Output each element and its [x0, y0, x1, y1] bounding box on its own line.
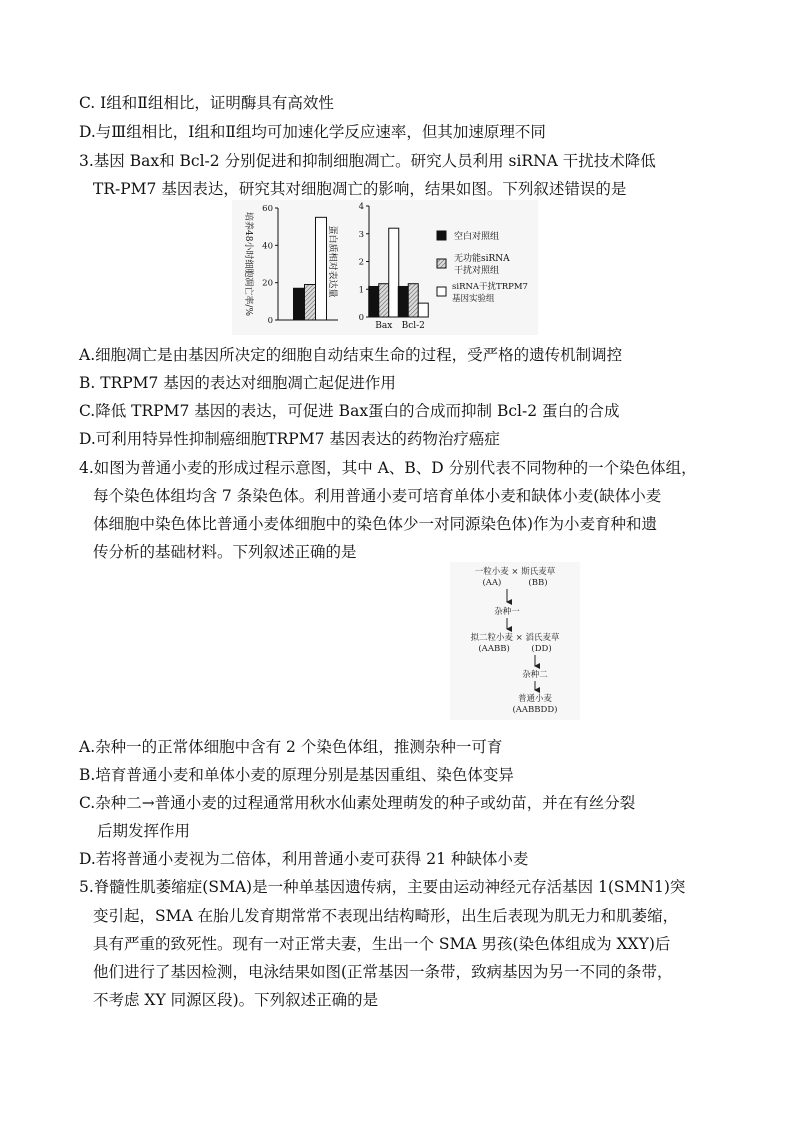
q3-chart [232, 200, 538, 335]
flow-parents-2: 拟二粒小麦 × 滔氏麦草 [470, 633, 560, 643]
chart2-bar [418, 303, 428, 317]
legend-label-blank: 空白对照组 [454, 232, 500, 242]
legend-swatch-experiment [437, 287, 446, 296]
flow-hybrid-2: 杂种二 [522, 670, 548, 680]
chart1-bar [294, 288, 305, 320]
q4-option-d: D.若将普通小麦视为二倍体，利用普通小麦可获得 21 种缺体小麦 [79, 850, 529, 868]
chart1-tick-label: 20 [262, 278, 273, 289]
chart2-y-label: 蛋白质相对表达量 [327, 225, 337, 298]
q3-chart-svg [232, 200, 538, 335]
q4-stem-4: 传分析的基础材料。下列叙述正确的是 [93, 543, 357, 561]
q3-option-b: B. TRPM7 基因的表达对细胞凋亡起促进作用 [79, 374, 396, 392]
flow-wheat: 普通小麦 [517, 694, 553, 704]
q4-stem-3: 体细胞中染色体比普通小麦体细胞中的染色体少一对同源染色体)作为小麦育种和遗 [93, 515, 658, 533]
line-d: D.与Ⅲ组相比，Ⅰ组和Ⅱ组均可加速化学反应速率，但其加速原理不同 [79, 123, 546, 141]
chart2-category-label: Bax [375, 321, 393, 331]
q4-option-b: B.培育普通小麦和单体小麦的原理分别是基因重组、染色体变异 [79, 766, 514, 784]
q3-option-d: D.可利用特异性抑制癌细胞TRPM7 基因表达的药物治疗癌症 [79, 430, 500, 448]
chart2-category-label: Bcl-2 [401, 321, 425, 331]
chart2-bar [398, 286, 408, 317]
legend-label-nonfunctional-1: 无功能siRNA [454, 254, 510, 264]
q4-option-c-1: C.杂种二→普通小麦的过程通常用秋水仙素处理萌发的种子或幼苗，并在有丝分裂 [79, 794, 636, 812]
q4-flow-svg [450, 562, 580, 720]
chart2-bar [408, 284, 418, 317]
q5-stem-2: 变引起，SMA 在胎儿发育期常常不表现出结构畸形，出生后表现为肌无力和肌萎缩， [93, 907, 679, 925]
legend-swatch-nonfunctional [437, 259, 446, 268]
q5-stem-4: 他们进行了基因检测，电泳结果如图(正常基因一条带，致病基因为另一不同的条带， [93, 963, 673, 981]
q3-stem-1: 3.基因 Bax和 Bcl-2 分别促进和抑制细胞凋亡。研究人员利用 siRNA 干扰技术降低 [79, 152, 656, 170]
legend-label-nonfunctional-2: 干扰对照组 [454, 266, 500, 276]
q3-stem-2: TR-PM7 基因表达，研究其对细胞凋亡的影响，结果如图。下列叙述错误的是 [93, 180, 627, 198]
chart2-tick-label: 3 [358, 229, 364, 240]
chart2-bar [379, 284, 389, 317]
chart2-tick-label: 2 [358, 257, 364, 268]
legend-label-experiment-1: siRNA干扰TRPM7 [452, 282, 528, 292]
q3-option-c: C.降低 TRPM7 基因的表达，可促进 Bax蛋白的合成而抑制 Bcl-2 蛋白的合成 [79, 402, 620, 420]
chart1-tick-label: 40 [262, 241, 273, 252]
chart1-tick-label: 0 [267, 316, 273, 326]
chart2-bar [369, 286, 379, 317]
q5-stem-5: 不考虑 XY 同源区段)。下列叙述正确的是 [93, 991, 379, 1009]
flow-hybrid-1: 杂种一 [494, 607, 520, 617]
chart1-bar [305, 285, 316, 320]
q4-stem-2: 每个染色体组均含 7 条染色体。利用普通小麦可培育单体小麦和缺体小麦(缺体小麦 [93, 487, 662, 505]
chart1-bar [316, 217, 327, 320]
chart2-tick-label: 0 [358, 313, 364, 323]
q4-option-c-2: 后期发挥作用 [97, 822, 191, 840]
chart2-tick-label: 1 [358, 285, 364, 296]
legend-label-experiment-2: 基因实验组 [452, 294, 495, 304]
q4-stem-1: 4.如图为普通小麦的形成过程示意图，其中 A、B、D 分别代表不同物种的一个染色体组， [79, 459, 697, 477]
chart2-tick-label: 4 [358, 202, 364, 212]
flow-parents-2-genomes: (AABB) (DD) [478, 644, 552, 654]
flow-wheat-genomes: (AABBDD) [512, 705, 558, 715]
flow-parents-1: 一粒小麦 × 斯氏麦草 [474, 567, 556, 577]
q4-flow-diagram [450, 562, 580, 720]
chart2-bar [389, 228, 399, 317]
flow-parents-1-genomes: (AA) (BB) [482, 578, 548, 588]
line-c: C. Ⅰ组和Ⅱ组相比，证明酶具有高效性 [79, 94, 334, 112]
q3-option-a: A.细胞凋亡是由基因所决定的细胞自动结束生命的过程，受严格的遗传机制调控 [79, 346, 623, 364]
chart1-y-label: 培养48小时细胞凋亡率/% [243, 211, 253, 317]
legend-swatch-blank [437, 231, 446, 240]
q5-stem-1: 5.脊髓性肌萎缩症(SMA)是一种单基因遗传病，主要由运动神经元存活基因 1(SMN1)突 [79, 878, 686, 896]
q4-option-a: A.杂种一的正常体细胞中含有 2 个染色体组，推测杂种一可育 [79, 738, 503, 756]
q5-stem-3: 具有严重的致死性。现有一对正常夫妻，生出一个 SMA 男孩(染色体组成为 XXY)后 [93, 935, 671, 953]
chart1-tick-label: 60 [262, 204, 273, 214]
